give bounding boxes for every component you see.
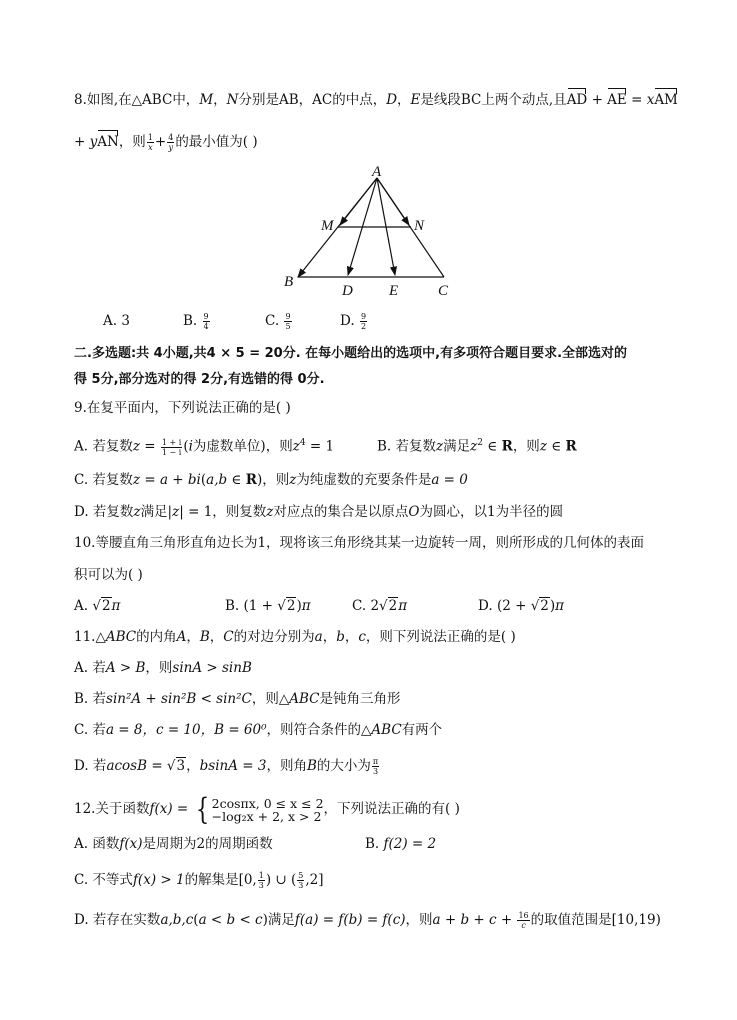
q9-option-d[interactable]: D. 若复数z满足|z| = 1，则复数z对应点的集合是以原点O为圆心，以1为半径的圆	[74, 504, 564, 520]
q11-option-c[interactable]: C. 若a = 8，c = 10，B = 60⁰，则符合条件的△ABC有两个	[74, 722, 443, 738]
vector-am: AM	[654, 88, 678, 110]
label-d: D	[342, 283, 353, 299]
q8-stem-line1: 8.如图,在△ABC中，M，N分别是AB，AC的中点，D，E是线段BC上两个动点,且AD + AE = xAM	[74, 88, 678, 110]
fraction-4-over-y: $\frac{4}{y}$	[168, 133, 174, 152]
q10-option-c[interactable]: C. 2√2π	[352, 598, 408, 614]
label-a: A	[372, 164, 382, 180]
q10-stem-line2: 积可以为( )	[74, 567, 143, 583]
q9-option-a[interactable]: A. 若复数z = $\frac{1 + i}{1 - i}$ (i为虚数单位)，则$z^4 = 1$	[74, 437, 335, 457]
q11-stem: 11.△ABC的内角A，B，C的对边分别为a，b，c，则下列说法正确的是( )	[74, 629, 516, 645]
vector-ae: AE	[607, 88, 627, 110]
q8-option-b[interactable]: B. $\frac{9}{4}$	[183, 312, 209, 331]
q12-option-b[interactable]: B. f(2) = 2	[365, 836, 437, 852]
q12-option-d[interactable]: D. 若存在实数a,b,c(a < b < c)满足f(a) = f(b) = f(c)，则a + b + c + $\frac{16}{c}$ 的取值范围是[10,19)	[74, 911, 661, 930]
vector-ad: AD	[567, 88, 588, 110]
label-n: N	[414, 218, 425, 234]
q8-option-c[interactable]: C. $\frac{9}{5}$	[265, 312, 291, 331]
label-b: B	[284, 274, 294, 290]
q10-option-b[interactable]: B. (1 + √2)π	[225, 598, 311, 614]
q9-option-c[interactable]: C. 若复数z = a + bi(a,b ∈ R)，则z为纯虚数的充要条件是a = 0	[74, 472, 468, 488]
q10-option-d[interactable]: D. (2 + √2)π	[478, 598, 565, 614]
label-c: C	[438, 283, 449, 299]
q12-stem: 12.关于函数f(x) = { 2cosπx, 0 ≤ x ≤ 2 −log₂x + 2, x > 2 ，下列说法正确的有( )	[74, 791, 460, 827]
q9-option-b[interactable]: B. 若复数z满足$z^2$ ∈ R，则z ∈ R	[377, 438, 577, 455]
q12-option-c[interactable]: C. 不等式f(x) > 1的解集是[0, $\frac{1}{3}$ ) ∪ ( $\frac{5}{3}$ ,2]	[74, 871, 324, 890]
section2-heading-line1: 二.多选题:共 4小题,共4 × 5 = 20分. 在每小题给出的选项中,有多项符合题目要求.全部选对的	[74, 346, 628, 361]
section2-heading-line2: 得 5分,部分选对的得 2分,有选错的得 0分.	[74, 372, 325, 387]
fraction-1-over-x: $\frac{1}{x}$	[147, 133, 153, 152]
label-m: M	[321, 218, 334, 234]
q12-option-a[interactable]: A. 函数f(x)是周期为2的周期函数	[74, 836, 273, 852]
q8-option-d[interactable]: D. $\frac{9}{2}$	[340, 312, 367, 331]
label-e: E	[389, 283, 399, 299]
q8-stem-line2: + yAN，则 $\frac{1}{x}$ + $\frac{4}{y}$ 的最小值为( )	[74, 130, 258, 152]
q11-option-b[interactable]: B. 若sin²A + sin²B < sin²C，则△ABC是钝角三角形	[74, 691, 401, 707]
left-brace-icon: {	[195, 791, 209, 827]
arrow-am	[340, 178, 377, 225]
q8-option-a[interactable]: A. 3	[103, 313, 130, 329]
piecewise-definition: 2cosπx, 0 ≤ x ≤ 2 −log₂x + 2, x > 2	[211, 795, 324, 824]
q11-option-d[interactable]: D. 若acosB = √3，bsinA = 3，则角B的大小为 $\frac{\pi}{3}$	[74, 757, 379, 776]
q10-stem-line1: 10.等腰直角三角形直角边长为1，现将该三角形绕其某一边旋转一周，则所形成的几何体的表面	[74, 535, 645, 551]
q10-option-a[interactable]: A. √2π	[74, 598, 121, 614]
q9-stem: 9.在复平面内，下列说法正确的是( )	[74, 400, 291, 416]
q11-option-a[interactable]: A. 若A > B，则sinA > sinB	[74, 660, 252, 676]
vector-an: AN	[97, 130, 119, 152]
